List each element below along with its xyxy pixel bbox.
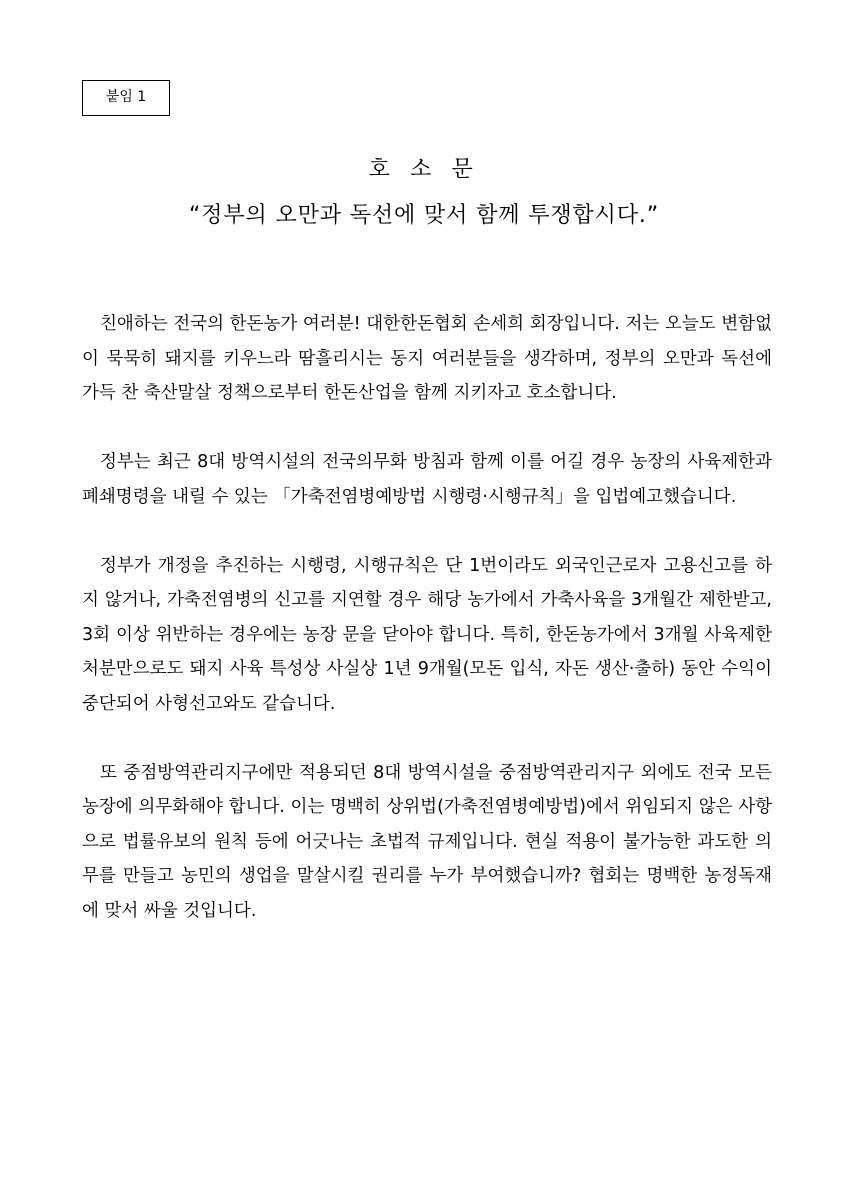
paragraph-greeting: 친애하는 전국의 한돈농가 여러분! 대한한돈협회 손세희 회장입니다. 저는 오늘도 변함없이 묵묵히 돼지를 키우느라 땀흘리시는 동지 여러분들을 생각하며, 정부의 오만과 독선에 가득 찬 축산말살 정책으로부터 한돈산업을 함께 지키자고 호소합니다.	[82, 314, 772, 403]
paragraph-penalties: 정부가 개정을 추진하는 시행령, 시행규칙은 단 1번이라도 외국인근로자 고용신고를 하지 않거나, 가축전염병의 신고를 지연할 경우 해당 농가에서 가축사육을 3개월간 제한받고, 3회 이상 위반하는 경우에는 농장 문을 닫아야 합니다. 특히, 한돈농가에서 3개월 사육제한 처분만으로도 돼지 사육 특성상 사실상 1년 9개월(모돈 입식, 자돈 생산·출하) 동안 수익이 중단되어 사형선고와도 같습니다.	[82, 555, 772, 714]
document-subtitle: “정부의 오만과 독선에 맞서 함께 투쟁합시다.”	[188, 203, 660, 228]
document-title: 호 소 문	[368, 157, 480, 182]
document-body	[82, 307, 772, 928]
attachment-label: 붙임 1	[82, 80, 170, 116]
paragraph-quarantine-facilities: 또 중점방역관리지구에만 적용되던 8대 방역시설을 중점방역관리지구 외에도 전국 모든 농장에 의무화해야 합니다. 이는 명백히 상위법(가축전염병예방법)에서 위임되지 않은 사항으로 법률유보의 원칙 등에 어긋나는 초법적 규제입니다. 현실 적용이 불가능한 과도한 의무를 만들고 농민의 생업을 말살시킬 권리를 누가 부여했습니까? 협회는 명백한 농정독재에 맞서 싸울 것입니다.	[82, 762, 772, 921]
paragraph-legislative-notice: 정부는 최근 8대 방역시설의 전국의무화 방침과 함께 이를 어길 경우 농장의 사육제한과 폐쇄명령을 내릴 수 있는 「가축전염병예방법 시행령·시행규칙」을 입법예고했습니다.	[82, 452, 772, 507]
